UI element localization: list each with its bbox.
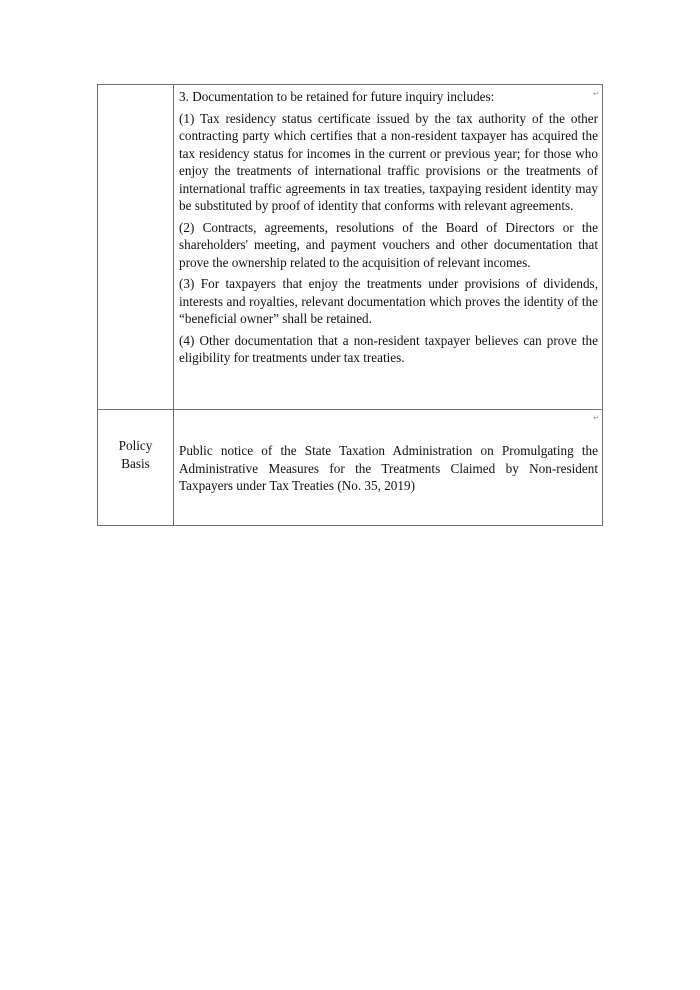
policy-basis-label-line-2: Basis (121, 455, 150, 471)
documentation-item-2: (2) Contracts, agreements, resolutions of the Board of Directors or the shareholders' meeting, and payment vouchers and other documentation that prove the ownership related to the acquisition of relevant incomes. (179, 219, 598, 270)
cell-end-mark-icon: ↵ (593, 90, 599, 98)
documentation-item-4: (4) Other documentation that a non-resident taxpayer believes can prove the eligibility for treatments under tax treaties. (179, 332, 598, 365)
policy-basis-label-line-1: Policy (118, 438, 153, 453)
table-row-policy-basis (98, 409, 602, 525)
documentation-item-3: (3) For taxpayers that enjoy the treatments under provisions of dividends, interests and royalties, relevant documentation which proves the identity of the “beneficial owner” shall be retained. (179, 276, 598, 326)
cell-end-mark-icon: ↵ (593, 414, 599, 422)
row-label-empty (98, 85, 174, 409)
policy-basis-label (98, 410, 174, 525)
documentation-cell (174, 85, 602, 409)
documentation-item-1: (1) Tax residency status certificate issued by the tax authority of the other contracting party which certifies that a non-resident taxpayer has acquired the tax residency status for incomes in the current or previous year; for those who enjoy the treatments of international traffic provisions or the treatments of international traffic agreements in tax treaties, taxpaying resident identity may be substituted by proof of identity that conforms with relevant agreements. (179, 110, 598, 213)
policy-basis-text: Public notice of the State Taxation Administration on Promulgating the Administrative Measures for the Treatments Claimed by Non-resident Taxpayers under Tax Treaties (No. 35, 2019) (179, 443, 598, 493)
table-row-documentation (98, 85, 602, 409)
document-table (97, 84, 603, 526)
documentation-heading: 3. Documentation to be retained for future inquiry includes: (179, 89, 495, 104)
